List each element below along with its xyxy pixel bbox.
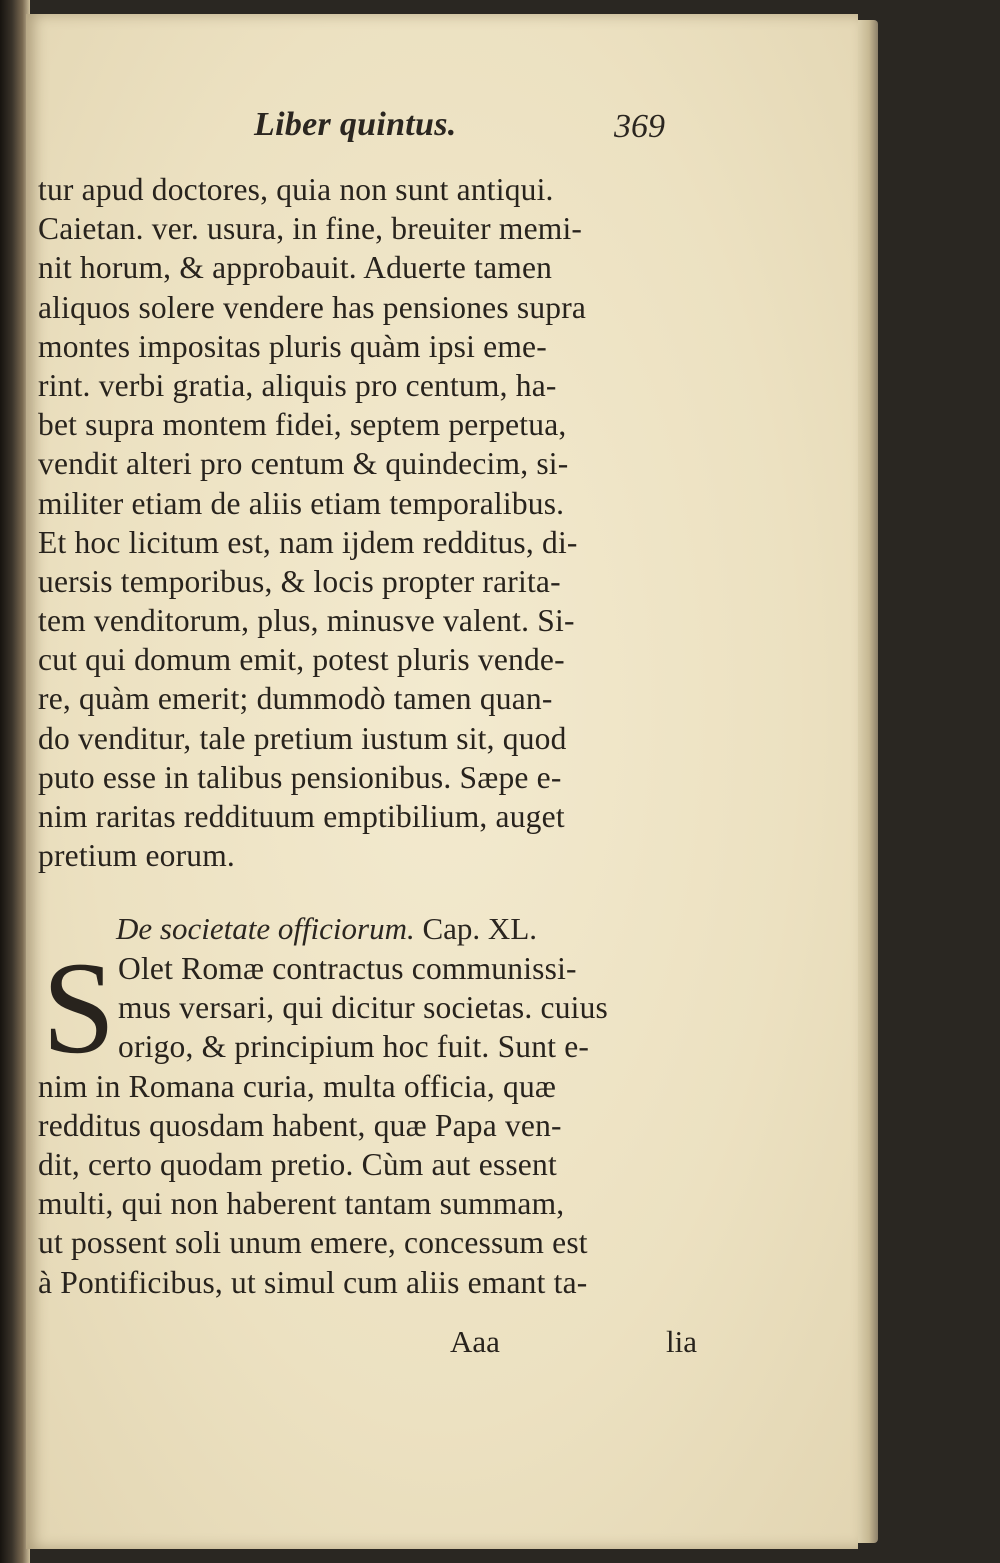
text-line: Olet Romæ contractus communissi- bbox=[118, 951, 577, 986]
page-number: 369 bbox=[614, 108, 665, 145]
text-line: tur apud doctores, quia non sunt antiqui. bbox=[38, 172, 554, 207]
text-line: nit horum, & approbauit. Aduerte tamen bbox=[38, 250, 553, 286]
text-line: Et hoc licitum est, nam ijdem redditus, di- bbox=[38, 524, 578, 560]
paragraph-1 bbox=[38, 170, 718, 875]
text-line: puto esse in talibus pensionibus. Sæpe e- bbox=[38, 759, 562, 795]
text-line: dit, certo quodam pretio. Cùm aut essent bbox=[38, 1146, 557, 1182]
text-line: aliquos solere vendere has pensiones supra bbox=[38, 289, 587, 325]
text-line: pretium eorum. bbox=[38, 838, 235, 874]
text-line: do venditur, tale pretium iustum sit, quod bbox=[38, 720, 567, 756]
text-line: Caietan. ver. usura, in fine, breuiter memi- bbox=[38, 211, 583, 247]
text-line: à Pontificibus, ut simul cum aliis emant ta- bbox=[38, 1264, 588, 1300]
text-line: vendit alteri pro centum & quindecim, si- bbox=[38, 446, 569, 482]
chapter-heading bbox=[116, 911, 537, 947]
text-line: militer etiam de aliis etiam temporalibus. bbox=[38, 485, 565, 521]
text-line: ut possent soli unum emere, concessum est bbox=[38, 1225, 588, 1261]
running-title: Liber quintus. bbox=[254, 106, 457, 143]
text-line: tem venditorum, plus, minusve valent. Si- bbox=[38, 603, 575, 639]
book-page bbox=[26, 14, 858, 1549]
text-line: rint. verbi gratia, aliquis pro centum, ha- bbox=[38, 367, 557, 403]
signature-mark: Aaa bbox=[450, 1324, 500, 1359]
chapter-title: De societate officiorum. bbox=[116, 911, 415, 946]
text-line: redditus quosdam habent, quæ Papa ven- bbox=[38, 1107, 562, 1143]
drop-cap: S bbox=[42, 934, 116, 1081]
text-line: mus versari, qui dicitur societas. cuius bbox=[118, 990, 609, 1026]
paragraph-2 bbox=[38, 934, 718, 1303]
text-line: bet supra montem fidei, septem perpetua, bbox=[38, 407, 567, 443]
text-line: uersis temporibus, & locis propter rarita- bbox=[38, 563, 561, 599]
catchword: lia bbox=[666, 1324, 697, 1359]
text-line: nim in Romana curia, multa officia, quæ bbox=[38, 1068, 557, 1104]
running-head bbox=[26, 106, 858, 156]
text-line: origo, & principium hoc fuit. Sunt e- bbox=[118, 1029, 590, 1065]
text-line: cut qui domum emit, potest pluris vende- bbox=[38, 642, 565, 678]
text-line: nim raritas reddituum emptibilium, auget bbox=[38, 799, 565, 834]
text-line: multi, qui non haberent tantam summam, bbox=[38, 1186, 565, 1222]
chapter-number: Cap. XL. bbox=[422, 911, 538, 946]
page-footer bbox=[26, 1324, 706, 1368]
text-line: montes impositas pluris quàm ipsi eme- bbox=[38, 328, 547, 364]
text-line: re, quàm emerit; dummodò tamen quan- bbox=[38, 681, 553, 717]
